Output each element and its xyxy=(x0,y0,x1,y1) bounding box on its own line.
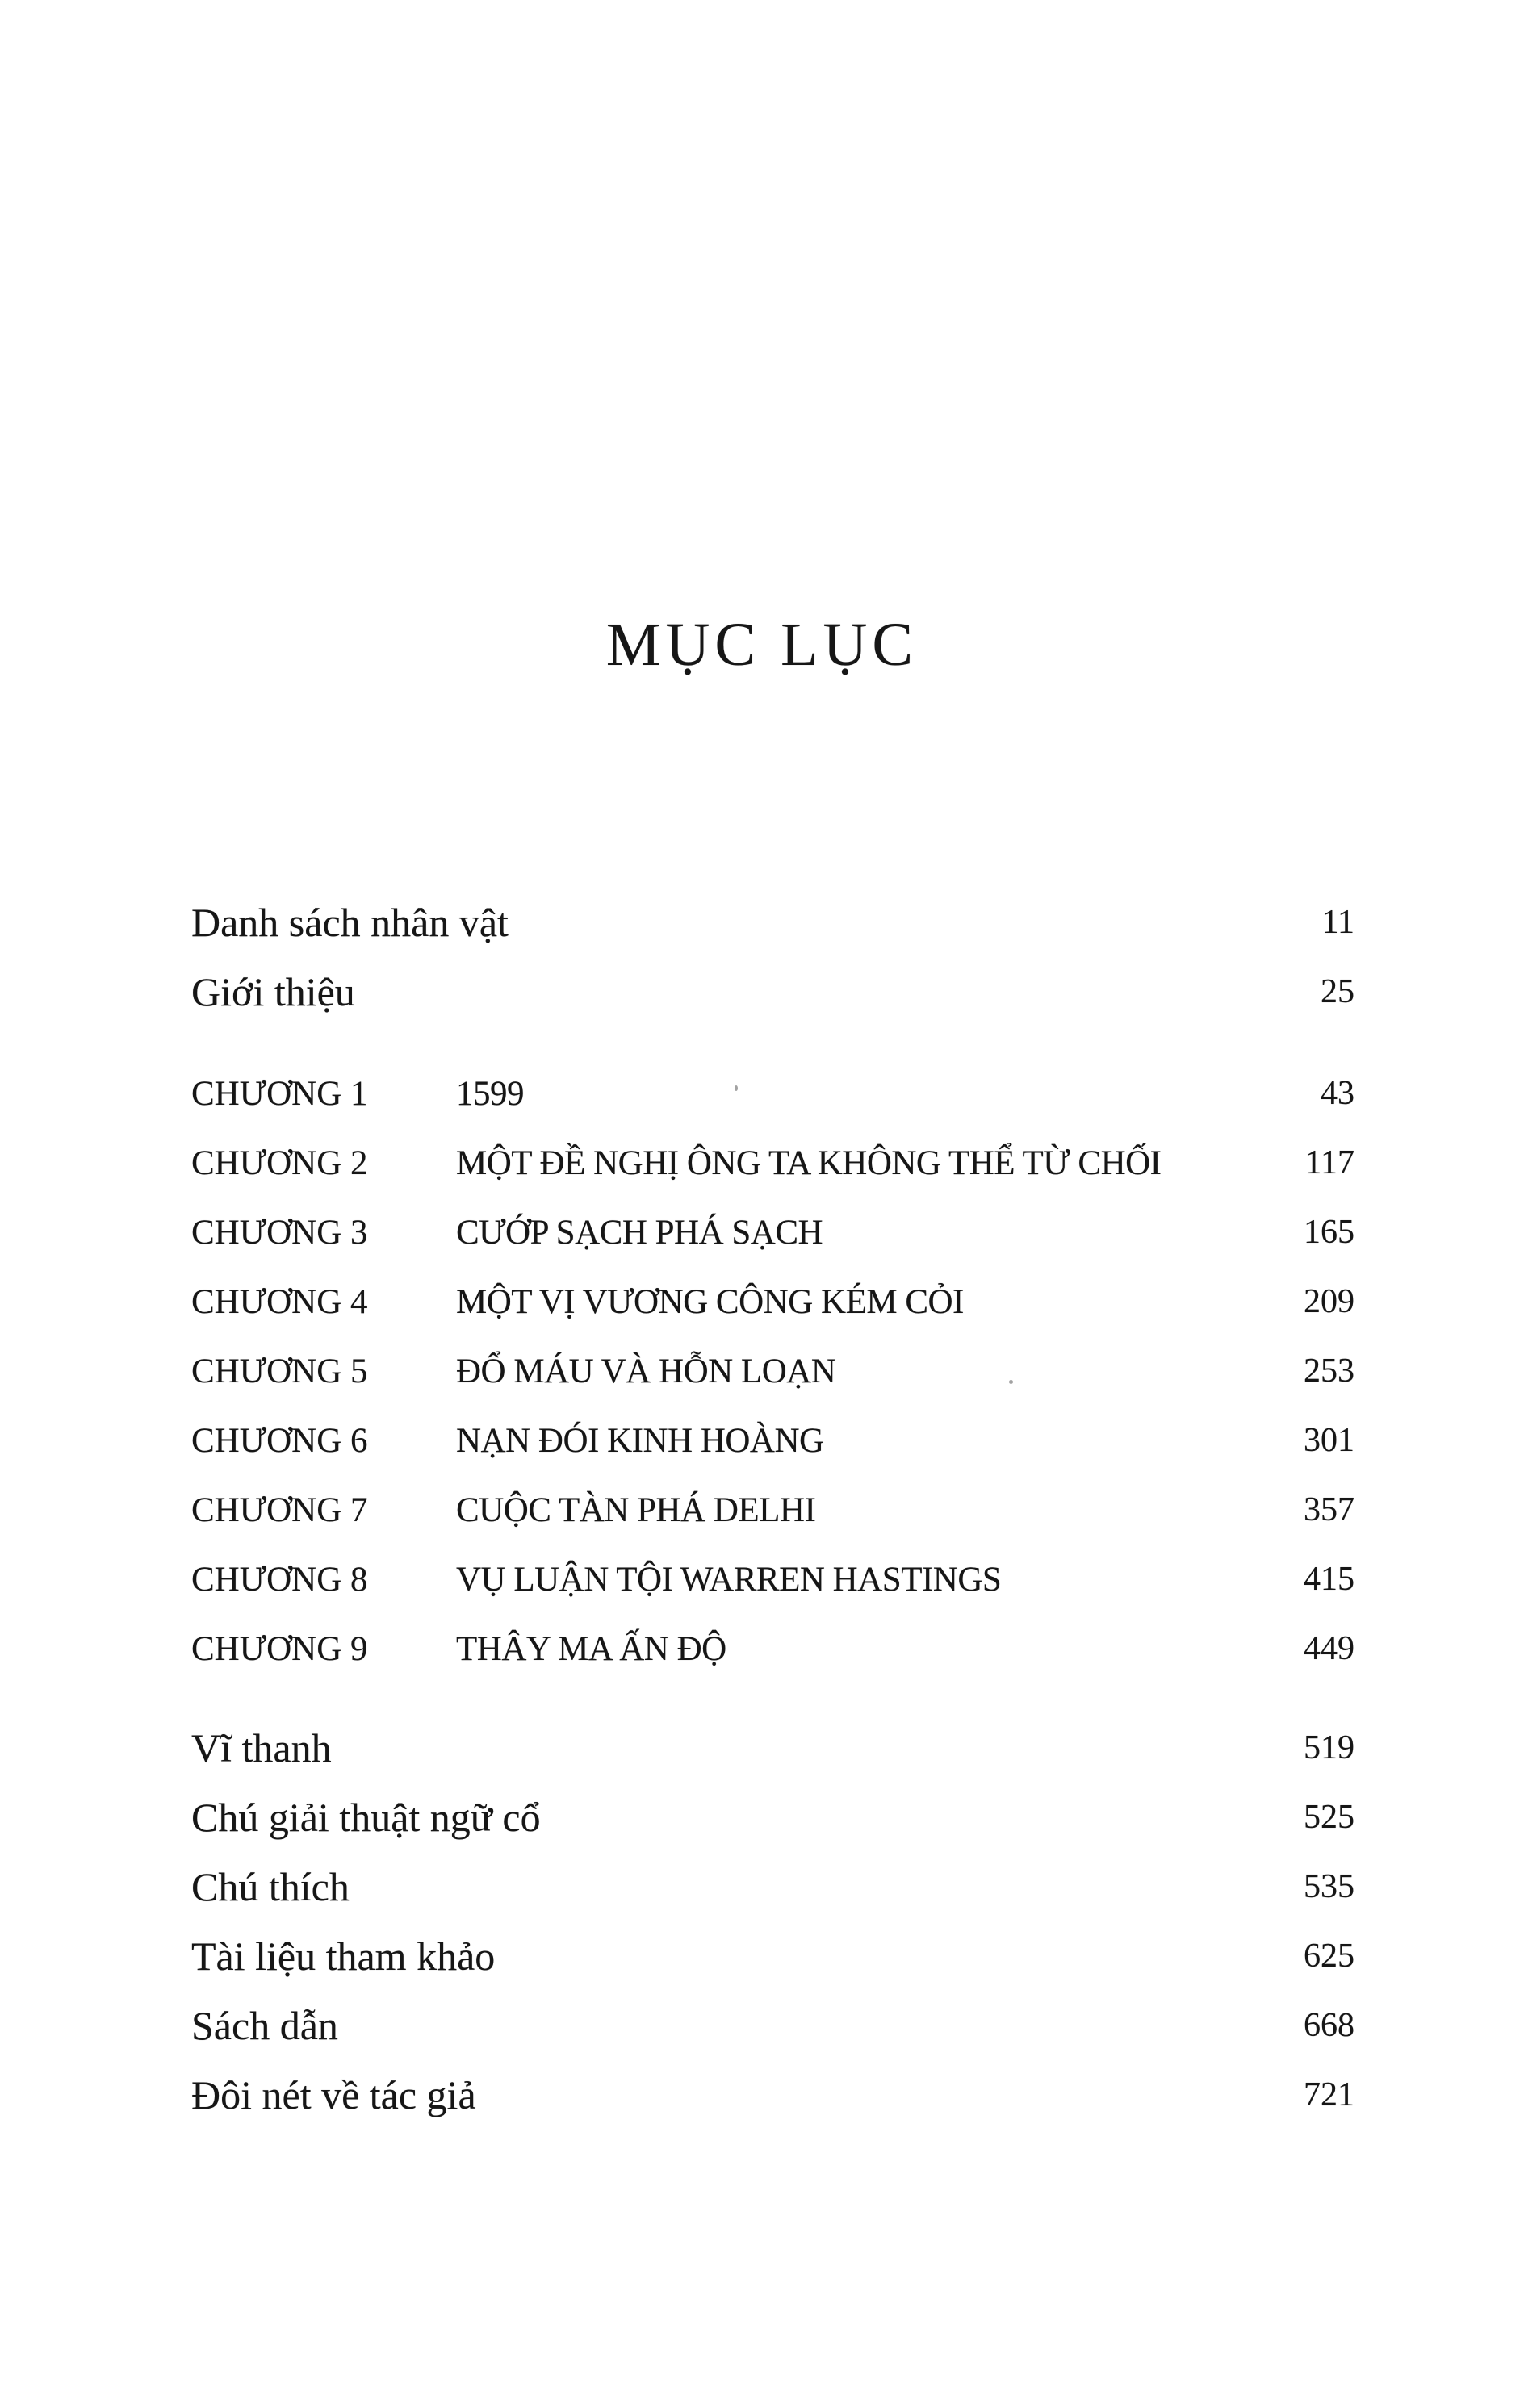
page-number: 43 xyxy=(1321,1075,1354,1112)
chapter-title: ĐỔ MÁU VÀ HỖN LOẠN xyxy=(456,1352,836,1390)
scan-speck xyxy=(1009,1380,1013,1384)
chapter-title: MỘT ĐỀ NGHỊ ÔNG TA KHÔNG THỂ TỪ CHỐI xyxy=(456,1143,1162,1182)
toc-row-back-matter xyxy=(191,1852,1354,1921)
toc-row-back-matter xyxy=(191,1783,1354,1852)
chapter-label: CHƯƠNG 2 xyxy=(191,1143,368,1182)
toc-row-front-matter xyxy=(191,888,1354,957)
chapter-title: VỤ LUẬN TỘI WARREN HASTINGS xyxy=(456,1560,1002,1599)
page-number: 301 xyxy=(1304,1422,1354,1459)
toc-row-back-matter xyxy=(191,1991,1354,2060)
section-gap xyxy=(191,1683,1354,1713)
page-number: 625 xyxy=(1304,1938,1354,1975)
page-number: 209 xyxy=(1304,1283,1354,1320)
page-number: 11 xyxy=(1321,904,1354,941)
section-gap xyxy=(191,1026,1354,1059)
toc-row-back-matter xyxy=(191,1713,1354,1783)
table-of-contents xyxy=(191,888,1354,2130)
chapter-title: THÂY MA ẤN ĐỘ xyxy=(456,1629,726,1668)
page-title: MỤC LỤC xyxy=(605,611,919,679)
page-number: 519 xyxy=(1304,1729,1354,1766)
page-number: 721 xyxy=(1304,2076,1354,2113)
chapter-label: CHƯƠNG 7 xyxy=(191,1490,368,1529)
toc-row-chapter xyxy=(191,1128,1354,1198)
toc-row-chapter xyxy=(191,1267,1354,1336)
entry-label: Vĩ thanh xyxy=(191,1725,332,1770)
chapter-label: CHƯƠNG 8 xyxy=(191,1560,368,1599)
chapter-title: MỘT VỊ VƯƠNG CÔNG KÉM CỎI xyxy=(456,1282,964,1321)
chapter-label: CHƯƠNG 5 xyxy=(191,1352,368,1390)
chapter-label: CHƯƠNG 4 xyxy=(191,1282,368,1321)
chapter-title: NẠN ĐÓI KINH HOÀNG xyxy=(456,1421,824,1460)
toc-row-chapter xyxy=(191,1614,1354,1683)
page-number: 25 xyxy=(1321,973,1354,1010)
chapter-label: CHƯƠNG 1 xyxy=(191,1074,368,1113)
toc-row-back-matter xyxy=(191,2060,1354,2130)
page-number: 415 xyxy=(1304,1561,1354,1598)
page-number: 165 xyxy=(1304,1214,1354,1251)
entry-label: Chú giải thuật ngữ cổ xyxy=(191,1795,541,1840)
chapter-label: CHƯƠNG 3 xyxy=(191,1213,368,1252)
entry-label: Sách dẫn xyxy=(191,2003,338,2048)
chapter-title: 1599 xyxy=(456,1074,524,1113)
toc-row-chapter xyxy=(191,1475,1354,1545)
toc-row-front-matter xyxy=(191,957,1354,1026)
page-number: 449 xyxy=(1304,1630,1354,1667)
chapter-label: CHƯƠNG 6 xyxy=(191,1421,368,1460)
page-number: 525 xyxy=(1304,1799,1354,1836)
entry-label: Danh sách nhân vật xyxy=(191,900,509,945)
entry-label: Đôi nét về tác giả xyxy=(191,2072,476,2117)
toc-row-back-matter xyxy=(191,1921,1354,1991)
chapter-label: CHƯƠNG 9 xyxy=(191,1629,368,1668)
toc-row-chapter xyxy=(191,1198,1354,1267)
entry-label: Giới thiệu xyxy=(191,969,355,1014)
toc-row-chapter xyxy=(191,1406,1354,1475)
chapter-title: CUỘC TÀN PHÁ DELHI xyxy=(456,1490,816,1529)
page-number: 117 xyxy=(1304,1144,1354,1181)
toc-row-chapter xyxy=(191,1545,1354,1614)
chapter-title: CƯỚP SẠCH PHÁ SẠCH xyxy=(456,1213,823,1252)
toc-row-chapter xyxy=(191,1336,1354,1406)
toc-row-chapter xyxy=(191,1059,1354,1128)
page-number: 253 xyxy=(1304,1352,1354,1390)
scan-speck xyxy=(735,1085,738,1091)
page-number: 357 xyxy=(1304,1491,1354,1528)
page-number: 535 xyxy=(1304,1868,1354,1905)
entry-label: Chú thích xyxy=(191,1864,350,1909)
page-number: 668 xyxy=(1304,2007,1354,2044)
entry-label: Tài liệu tham khảo xyxy=(191,1934,496,1979)
